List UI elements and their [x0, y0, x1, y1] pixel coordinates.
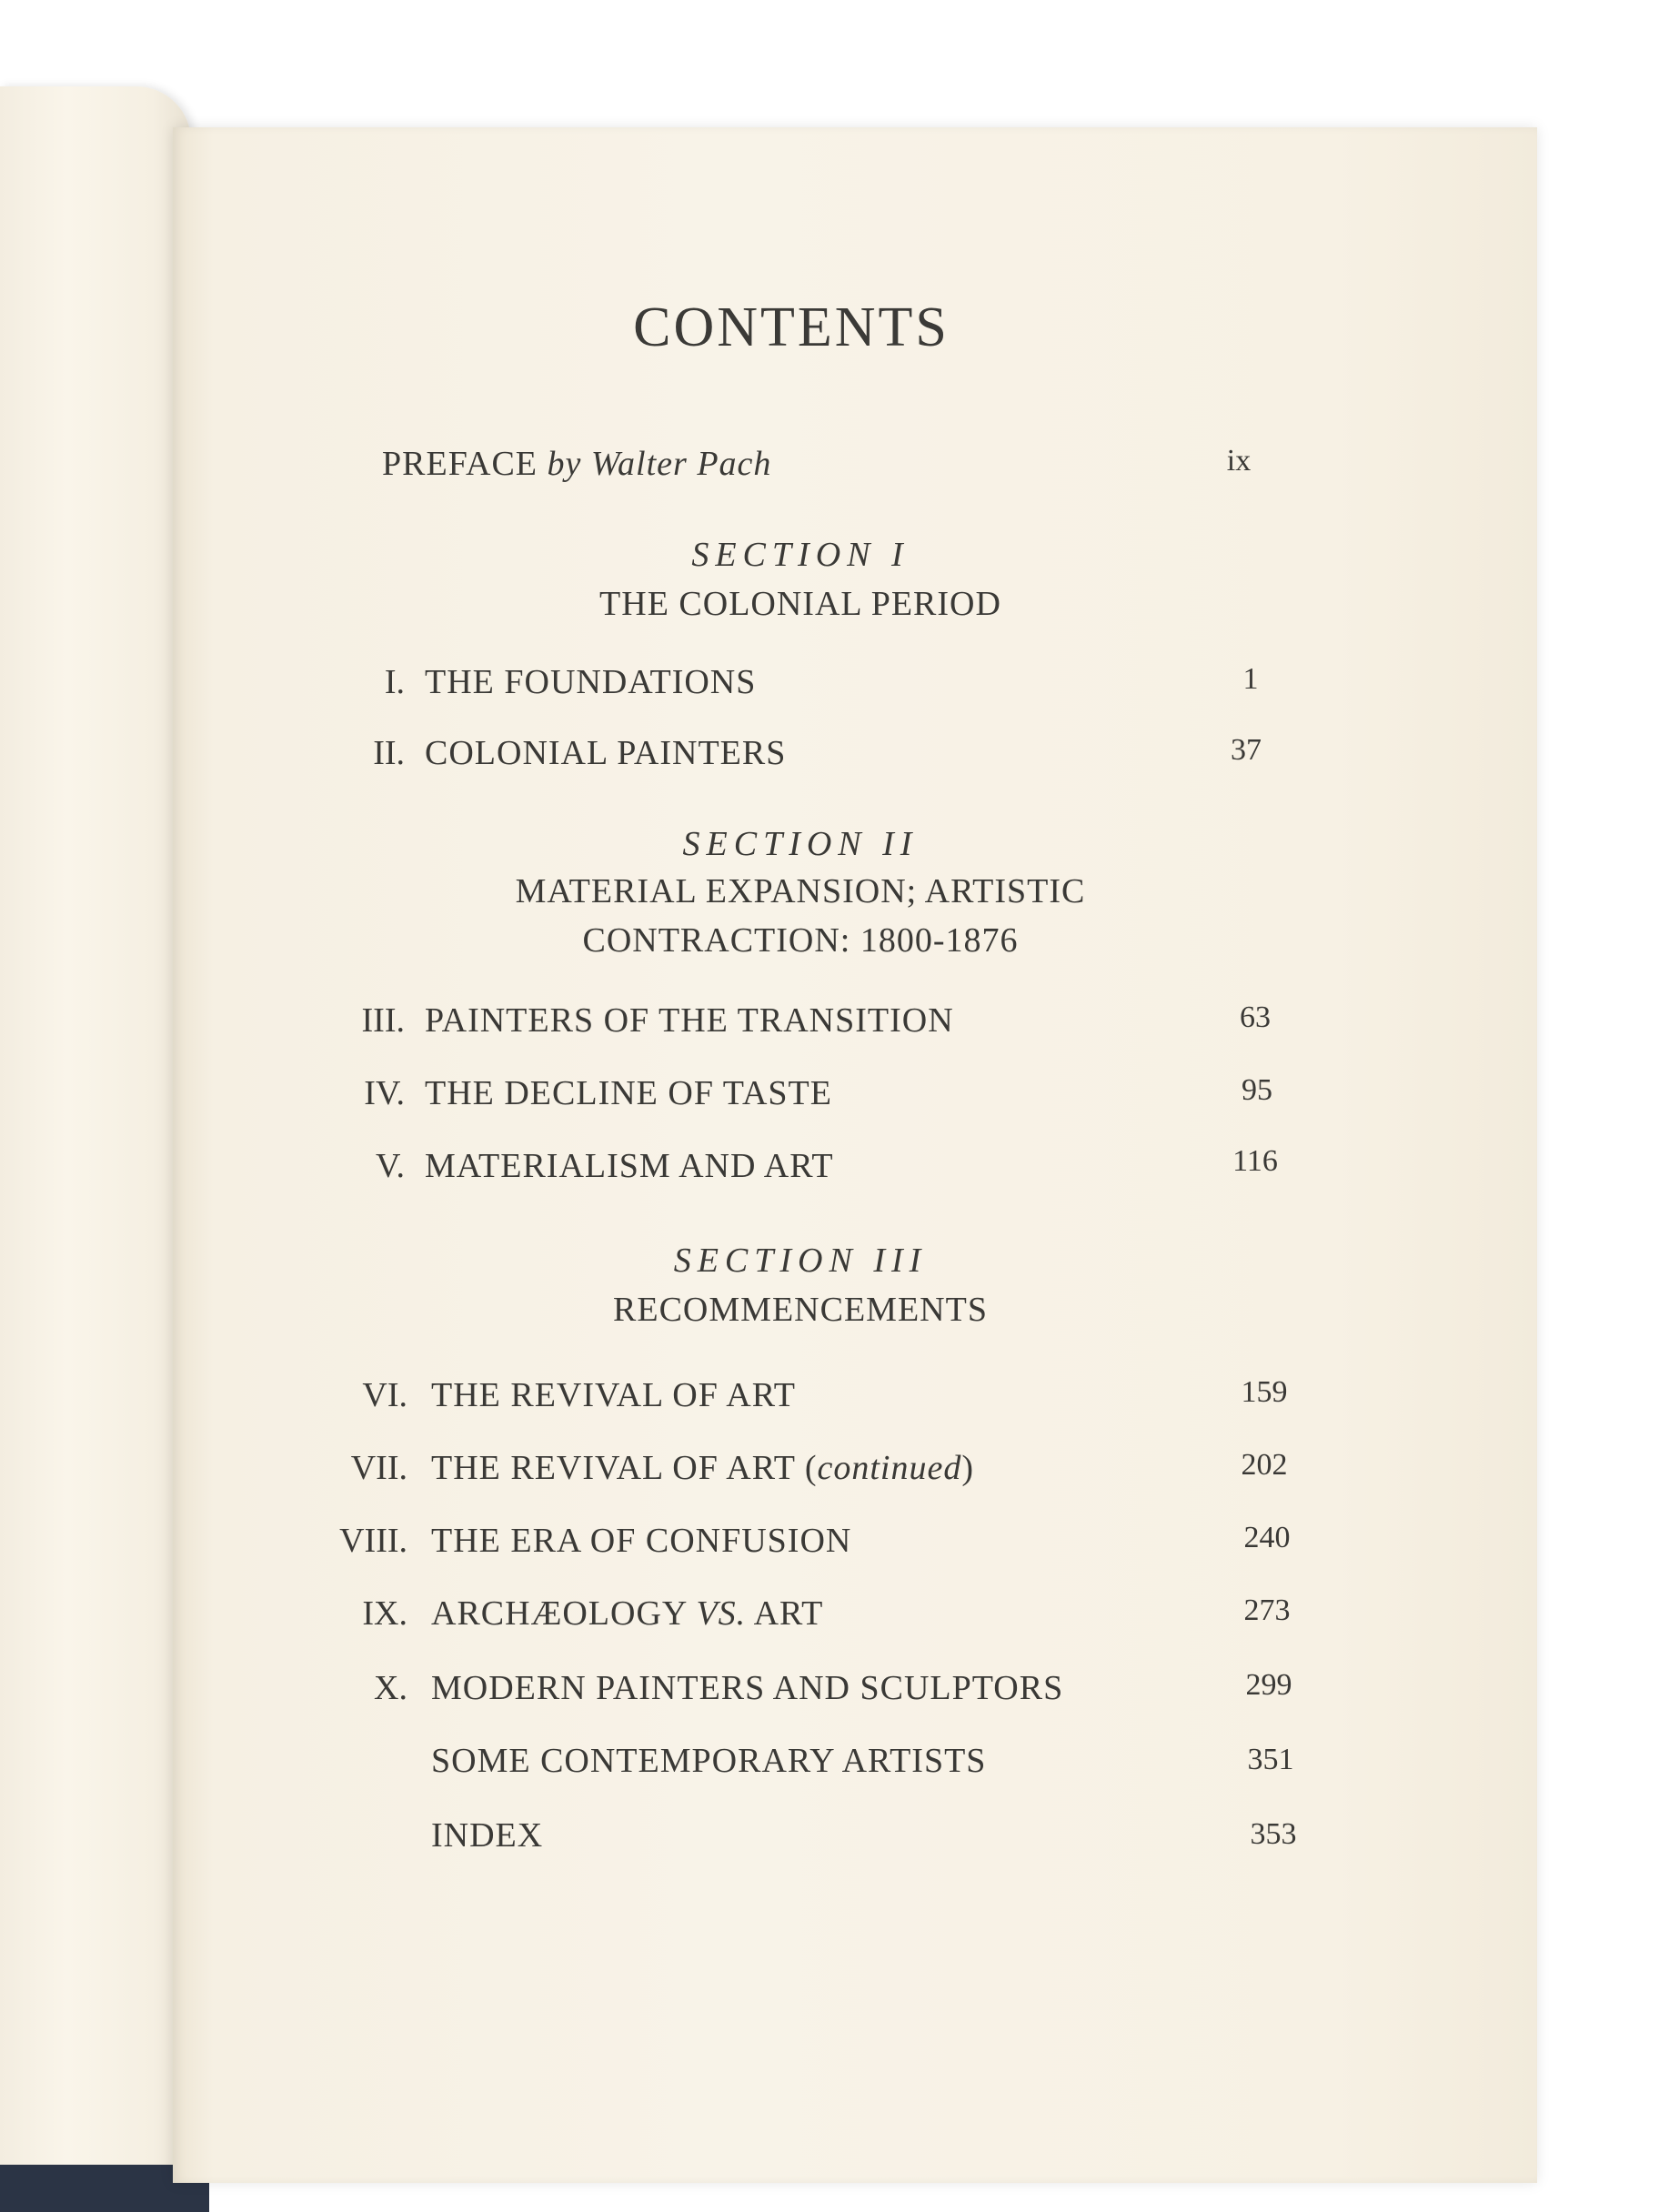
- chapter-title: COLONIAL PAINTERS: [425, 734, 787, 772]
- chapter-title: INDEX: [431, 1816, 544, 1855]
- chapter-title: THE REVIVAL OF ART: [431, 1376, 797, 1414]
- section-1-title: THE COLONIAL PERIOD: [599, 585, 1001, 623]
- chapter-number: VI.: [362, 1376, 407, 1414]
- chapter-number: IX.: [362, 1594, 407, 1633]
- chapter-title: [431, 1594, 823, 1634]
- section-2-label: SECTION II: [682, 825, 919, 863]
- chapter-title-main: THE REVIVAL OF ART: [431, 1449, 796, 1487]
- chapter-title: MATERIALISM AND ART: [425, 1147, 834, 1185]
- preface-line: [382, 444, 771, 484]
- chapter-title: SOME CONTEMPORARY ARTISTS: [431, 1742, 987, 1780]
- chapter-title-vs: VS.: [696, 1594, 747, 1633]
- chapter-page: 202: [1241, 1448, 1288, 1482]
- chapter-number: II.: [373, 734, 405, 772]
- chapter-page: 351: [1247, 1743, 1294, 1776]
- chapter-title: THE DECLINE OF TASTE: [425, 1074, 832, 1112]
- chapter-title-part-a: ARCHÆOLOGY: [431, 1594, 687, 1633]
- chapter-title: MODERN PAINTERS AND SCULPTORS: [431, 1669, 1064, 1707]
- section-3-label: SECTION III: [673, 1242, 928, 1280]
- chapter-title-note: continued: [817, 1449, 962, 1487]
- chapter-number: X.: [374, 1669, 407, 1707]
- chapter-page: 1: [1242, 662, 1259, 696]
- contents-heading: CONTENTS: [633, 297, 950, 358]
- chapter-number: I.: [384, 663, 405, 701]
- chapter-number: V.: [375, 1147, 405, 1185]
- section-3-title: RECOMMENCEMENTS: [613, 1291, 988, 1329]
- chapter-number: III.: [361, 1001, 405, 1040]
- chapter-title: THE REVIVAL OF ART (continued): [431, 1449, 974, 1487]
- chapter-page: 353: [1250, 1817, 1297, 1851]
- chapter-title-part-b: ART: [753, 1594, 824, 1633]
- chapter-page: 159: [1241, 1375, 1288, 1409]
- chapter-page: 37: [1231, 733, 1262, 767]
- section-2-title-line-2: CONTRACTION: 1800-1876: [582, 921, 1019, 960]
- chapter-page: 95: [1242, 1073, 1272, 1107]
- section-2-title-line-1: MATERIAL EXPANSION; ARTISTIC: [515, 872, 1086, 910]
- chapter-page: 273: [1243, 1594, 1291, 1627]
- preface-label: PREFACE: [382, 445, 538, 483]
- chapter-title: THE ERA OF CONFUSION: [431, 1522, 852, 1560]
- chapter-number: VIII.: [339, 1522, 407, 1560]
- chapter-page: 116: [1232, 1144, 1278, 1178]
- chapter-number: IV.: [364, 1074, 405, 1112]
- chapter-page: 240: [1243, 1521, 1291, 1554]
- chapter-number: VII.: [350, 1449, 407, 1487]
- left-page-edge: [0, 86, 191, 2212]
- preface-page: ix: [1226, 444, 1252, 478]
- section-1-label: SECTION I: [691, 536, 910, 574]
- preface-author: by Walter Pach: [547, 445, 772, 483]
- chapter-page: 299: [1245, 1668, 1292, 1702]
- chapter-title: THE FOUNDATIONS: [425, 663, 757, 701]
- chapter-title: PAINTERS OF THE TRANSITION: [425, 1001, 954, 1040]
- chapter-page: 63: [1240, 1000, 1271, 1034]
